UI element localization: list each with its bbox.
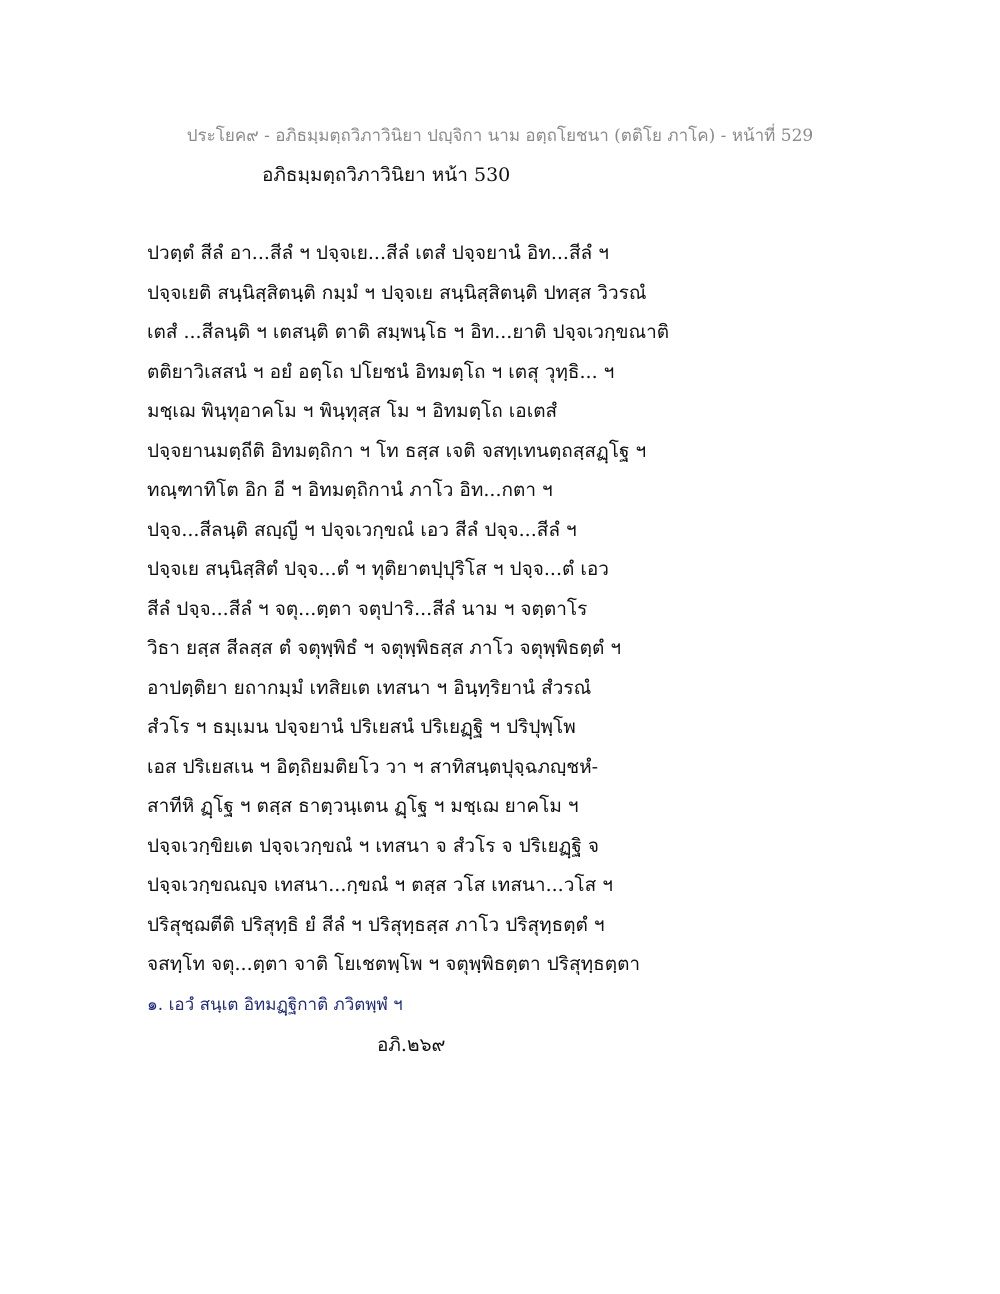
body-line: สาทีหิ ฏฺโฐ ฯ ตสฺส ธาตฺวนฺเตน ฏฺโฐ ฯ มชฺเฌ ยาคโม ฯ: [147, 795, 579, 817]
body-line: ปจฺจเยติ สนฺนิสฺสิตนฺติ กมฺมํ ฯ ปจฺจเย สนฺนิสฺสิตนฺติ ปทสฺส วิวรณํ: [147, 281, 647, 304]
body-line: ปวตฺตํ สีลํ อา...สีลํ ฯ ปจฺจเย...สีลํ เตสํ ปจฺจยานํ อิท...สีลํ ฯ: [147, 242, 609, 264]
body-line: ปจฺจยานมตฺถีติ อิทมตฺถิกา ฯ โท ธสฺส เจติ จสทฺเทนตฺถสฺสฏฺโฐ ฯ: [147, 439, 647, 462]
body-line: สีลํ ปจฺจ...สีลํ ฯ จตุ...ตฺตา จตุปาริ...สีลํ นาม ฯ จตฺตาโร: [147, 597, 588, 620]
body-line: ปจฺจเวกฺขณญฺจ เทสนา...กฺขณํ ฯ ตสฺส วโส เทสนา...วโส ฯ: [147, 874, 613, 896]
body-line: ตติยาวิเสสนํ ฯ อยํ อตฺโถ ปโยชนํ อิทมตฺโถ ฯ เตสุ วุทฺธิ... ฯ: [147, 360, 615, 383]
body-line: อาปตฺติยา ยถากมฺมํ เทสิยเต เทสนา ฯ อินฺทฺริยานํ สํวรณํ: [147, 676, 592, 699]
running-header-text: ประโยค๙ - อภิธมฺมตฺถวิภาวินิยา ปญฺจิกา นาม อตฺถโยชนา (ตติโย ภาโค) - หน้าที่ 529: [186, 126, 814, 146]
body-line: มชฺเฌ พินฺทุอาคโม ฯ พินฺทุสฺส โม ฯ อิทมตฺโถ เอเตสํ: [147, 400, 558, 422]
body-line: ปจฺจเวกฺขิยเต ปจฺจเวกฺขณํ ฯ เทสนา จ สํวโร จ ปริเยฏฺฐิ จ: [147, 834, 600, 857]
body-line: เอส ปริเยสเน ฯ อิตฺถิยมติยโว วา ฯ สาทิสนฺตปุจฺฉภญฺชหํ-: [147, 755, 599, 778]
body-line: ปจฺจ...สีลนฺติ สญฺญี ฯ ปจฺจเวกฺขณํ เอว สีลํ ปจฺจ...สีลํ ฯ: [147, 518, 577, 541]
running-header: [0, 122, 1000, 149]
page-reference: อภิ.๒๖๙: [377, 1034, 446, 1056]
page-title: อภิธมฺมตฺถวิภาวินิยา หน้า 530: [262, 164, 511, 186]
body-line: เตสํ ...สีลนฺติ ฯ เตสนฺติ ตาติ สมฺพนฺโธ ฯ อิท...ยาติ ปจฺจเวกฺขณาติ: [147, 321, 670, 343]
body-line: จสทฺโท จตุ...ตฺตา จาติ โยเชตพฺโพ ฯ จตุพฺพิธตฺตา ปริสุทฺธตฺตา: [147, 953, 641, 975]
body-line: ปจฺจเย สนฺนิสฺสิตํ ปจฺจ...ตํ ฯ ทุติยาตปฺปุริโส ฯ ปจฺจ...ตํ เอว: [147, 558, 609, 580]
body-line: ทณฺฑาทิโต อิก อี ฯ อิทมตฺถิกานํ ภาโว อิท...กตา ฯ: [147, 479, 553, 501]
body-line: วิธา ยสฺส สีลสฺส ตํ จตุพฺพิธํ ฯ จตุพฺพิธสฺส ภาโว จตุพฺพิธตฺตํ ฯ: [147, 637, 622, 659]
body-line: ปริสุชฺฌตีติ ปริสุทฺธิ ยํ สีลํ ฯ ปริสุทฺธสฺส ภาโว ปริสุทฺธตฺตํ ฯ: [147, 913, 605, 936]
body-text: [147, 234, 707, 985]
footnote: ๑. เอวํ สนฺเต อิทมฏฺฐิกาติ ภวิตพฺพํ ฯ: [147, 995, 403, 1015]
body-line: สํวโร ฯ ธมฺเมน ปจฺจยานํ ปริเยสนํ ปริเยฏฺฐิ ฯ ปริปุพฺโพ: [147, 716, 576, 738]
